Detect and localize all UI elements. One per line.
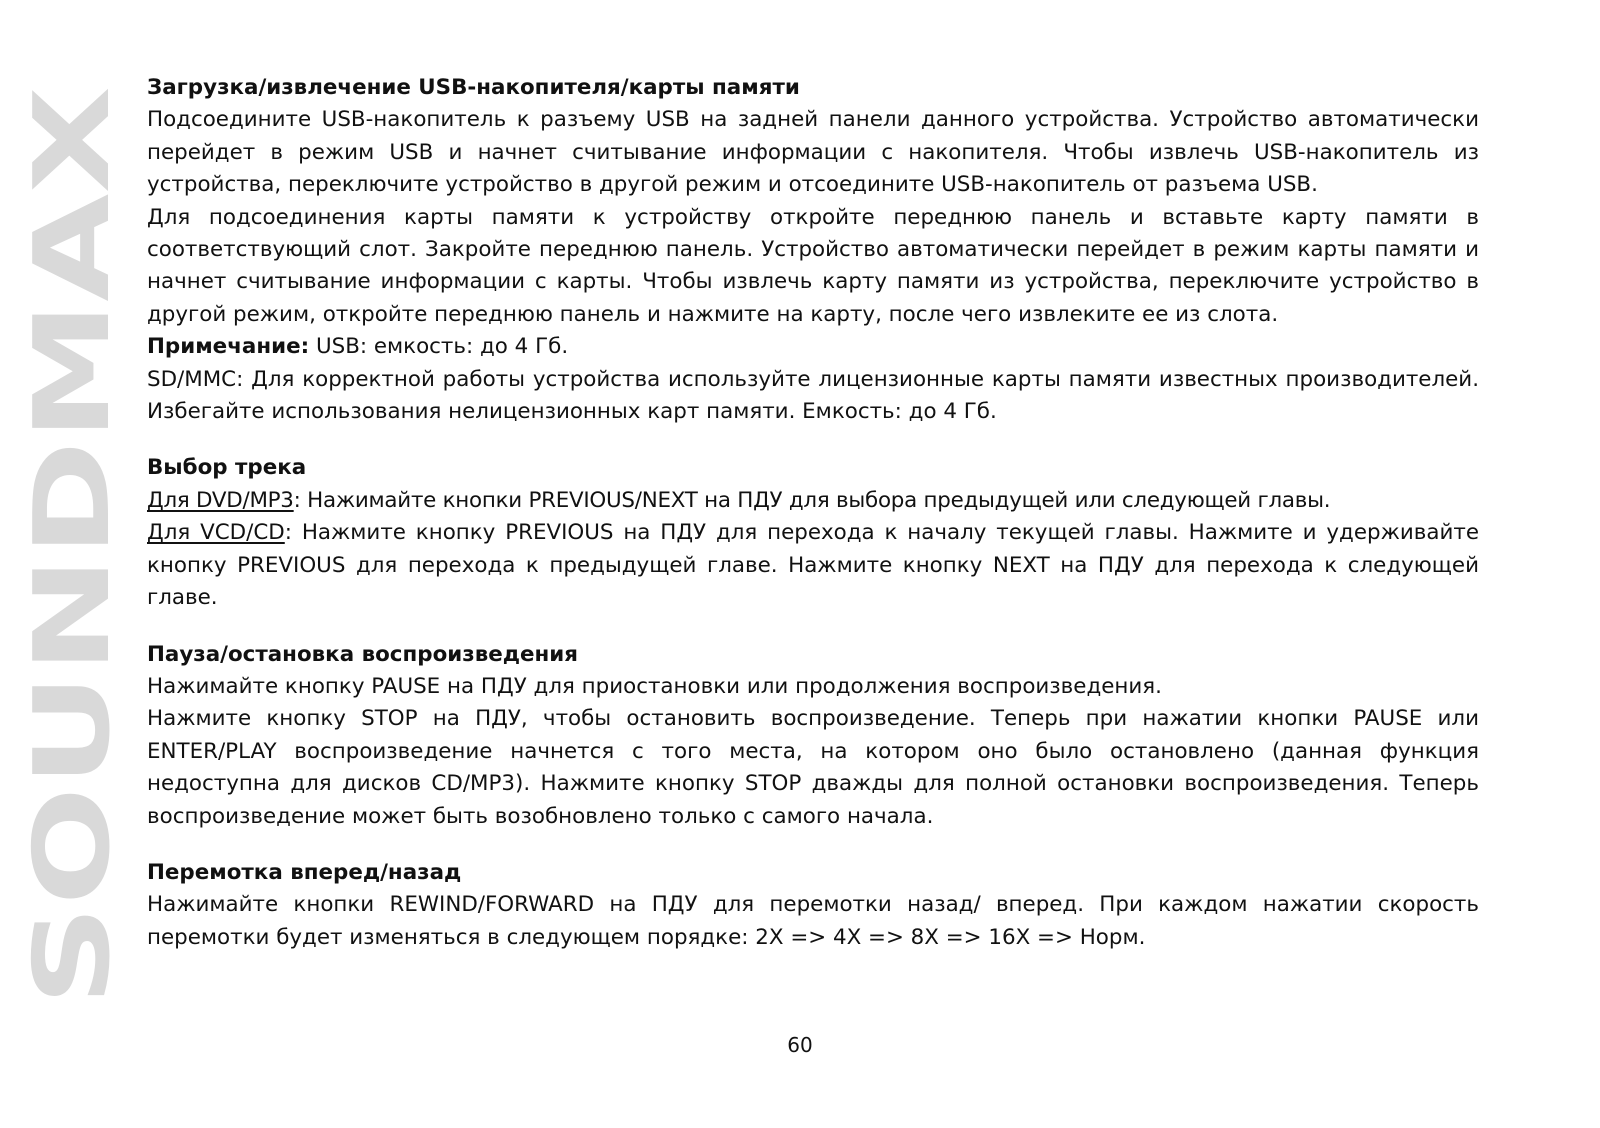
page-number: 60 — [787, 1033, 813, 1057]
note-paragraph — [147, 331, 1479, 363]
memory-card-paragraph: Для подсоединения карты памяти к устройству откройте переднюю панель и вставьте карту памяти в соответствующий слот. Закройте переднюю панель. Устройство автоматически перейдет в режим карты памяти и начнет считывание информации с карты. Чтобы извлечь карту памяти из устройства, переключите устройство в другой режим, откройте переднюю панель и нажмите на карту, после чего извлеките ее из слота. — [147, 204, 1479, 327]
pause-paragraph: Нажимайте кнопку PAUSE на ПДУ для приостановки или продолжения воспроизведения. — [147, 673, 1162, 699]
rewind-paragraph: Нажимайте кнопки REWIND/FORWARD на ПДУ для перемотки назад/ вперед. При каждом нажатии скорость перемотки будет изменяться в следующем порядке: 2X => 4X => 8X => 16X => Норм. — [147, 892, 1479, 950]
section-heading-track: Выбор трека — [147, 455, 307, 481]
vcd-cd-paragraph — [147, 517, 1479, 614]
svg-text:SOUNDMAX: SOUNDMAX — [11, 320, 133, 1006]
sd-mmc-paragraph: SD/MMC: Для корректной работы устройства используйте лицензионные карты памяти известных производителей. Избегайте использования нелицензионных карт памяти. Емкость: до 4 Гб. — [147, 366, 1479, 425]
dvd-mp3-text: : Нажимайте кнопки PREVIOUS/NEXT на ПДУ для выбора предыдущей или следующей главы. — [293, 487, 1331, 513]
vcd-cd-label: Для VCD/CD — [147, 520, 285, 546]
dvd-mp3-paragraph — [147, 485, 1479, 517]
section-heading-usb: Загрузка/извлечение USB-накопителя/карты памяти — [147, 75, 800, 100]
section-heading-pause: Пауза/остановка воспроизведения — [147, 641, 579, 667]
vcd-cd-text: : Нажмите кнопку PREVIOUS на ПДУ для перехода к началу текущей главы. Нажмите и удерживайте кнопку PREVIOUS для перехода к предыдущей главе. Нажмите кнопку NEXT на ПДУ для перехода к следующей главе. — [147, 520, 1479, 611]
note-text: USB: емкость: до 4 Гб. — [309, 334, 569, 360]
manual-page-content — [147, 72, 1479, 954]
soundmax-watermark-logo — [11, 86, 133, 1006]
section-heading-rewind: Перемотка вперед/назад — [147, 859, 462, 885]
stop-paragraph: Нажмите кнопку STOP на ПДУ, чтобы остановить воспроизведение. Теперь при нажатии кнопки PAUSE или ENTER/PLAY воспроизведение начнется с того места, на котором оно было остановлено (данная функция недоступна для дисков CD/MP3). Нажмите кнопку STOP дважды для полной остановки воспроизведения. Теперь воспроизведение может быть возобновлено только с самого начала. — [147, 706, 1479, 829]
dvd-mp3-label: Для DVD/MP3 — [147, 487, 294, 513]
note-label: Примечание: — [147, 334, 310, 360]
usb-paragraph: Подсоедините USB-накопитель к разъему USB на задней панели данного устройства. Устройство автоматически перейдет в режим USB и начнет считывание информации с накопителя. Чтобы извлечь USB-накопитель из устройства, переключите устройство в другой режим и отсоедините USB-накопитель от разъема USB. — [147, 107, 1479, 198]
